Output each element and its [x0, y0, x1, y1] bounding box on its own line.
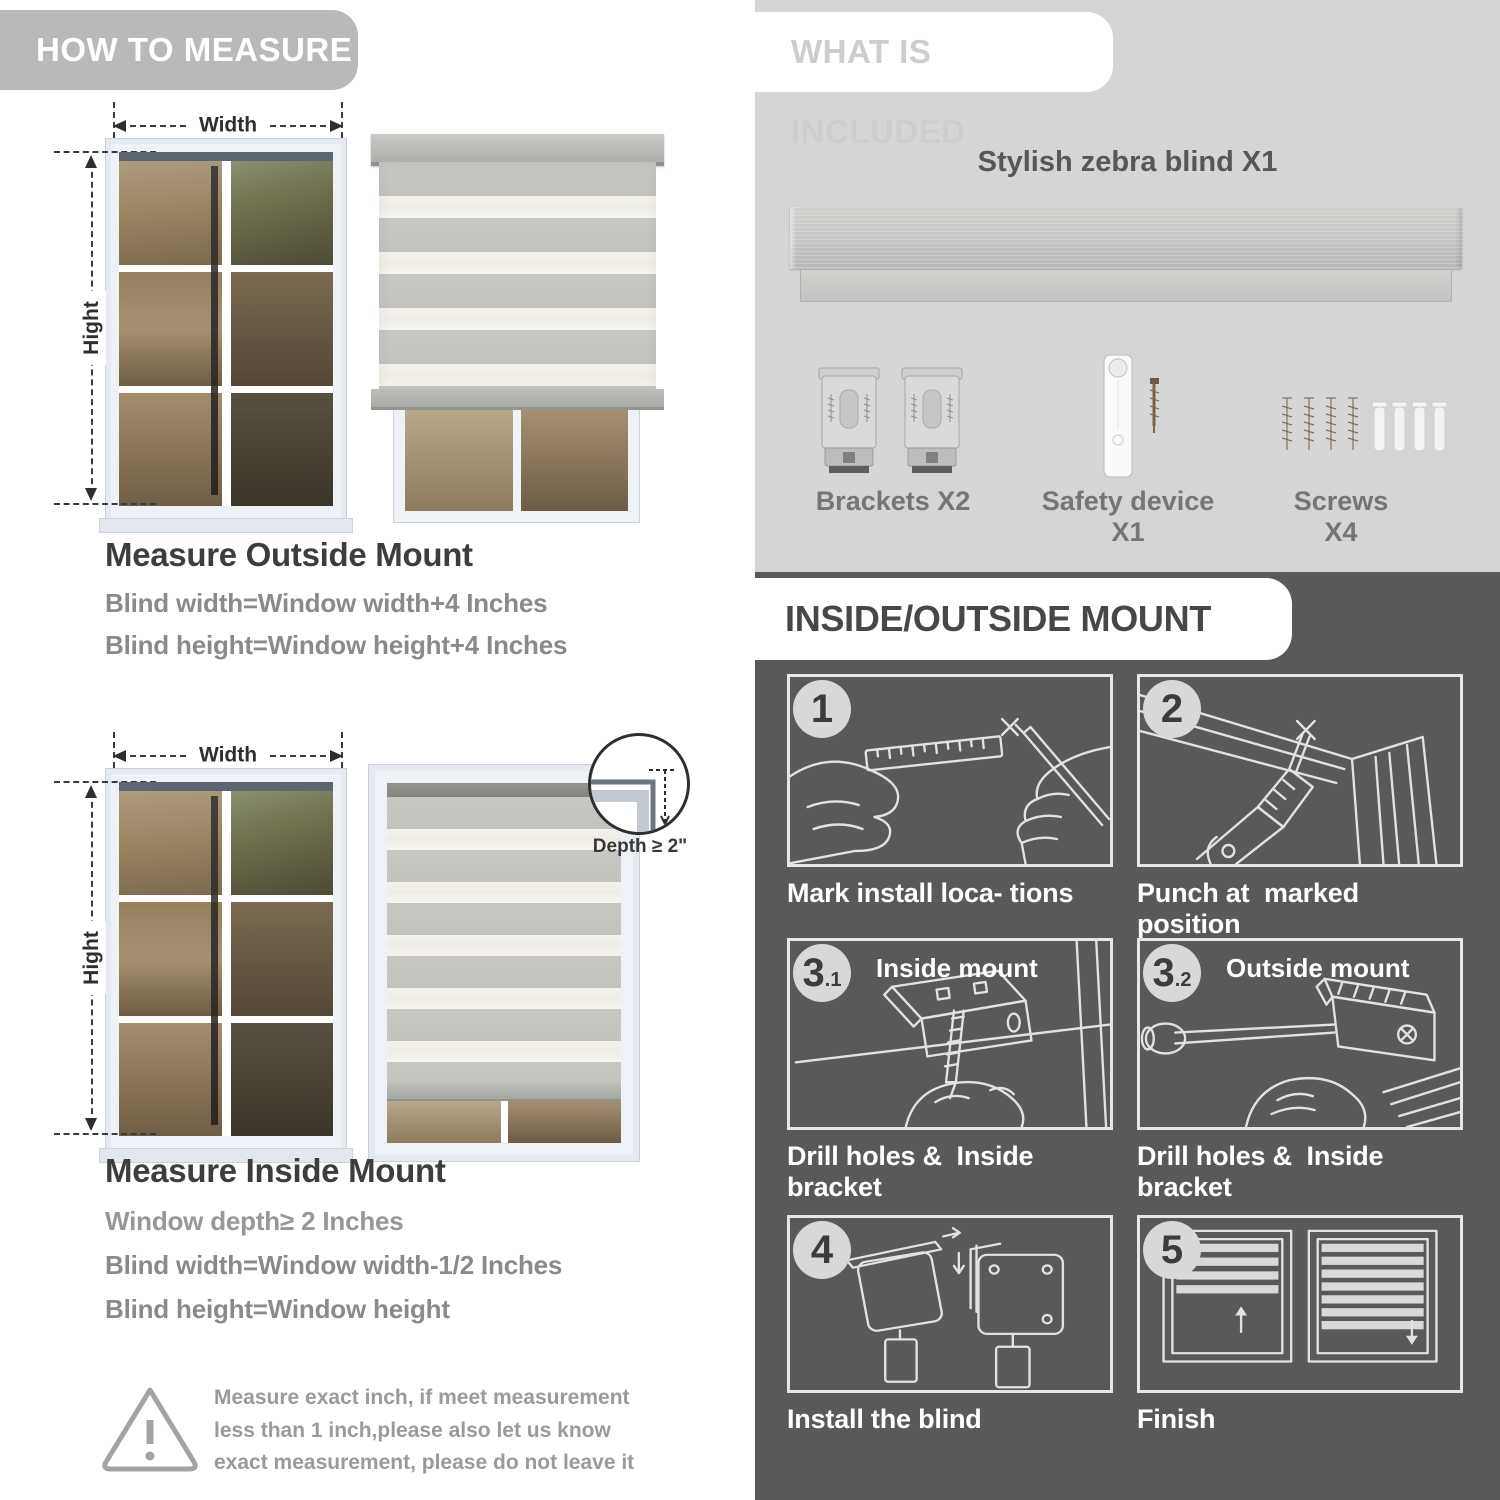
step-caption: Finish [1137, 1404, 1216, 1434]
step-number: 3 [802, 951, 825, 995]
depth-label: Depth ≥ 2" [592, 836, 688, 857]
window-pane [521, 410, 629, 511]
step-title: Inside mount [876, 953, 1038, 983]
step-caption: Install the blind [787, 1404, 982, 1434]
window-sill [99, 518, 353, 533]
blind-cassette [387, 783, 621, 797]
step-illustration-frame [787, 674, 1113, 867]
step-caption: Mark install loca- tions [787, 878, 1074, 908]
blind-bottom-rail [371, 389, 664, 410]
step-number-badge [1143, 680, 1201, 738]
window-top-shade [119, 782, 333, 791]
window-pane [508, 1101, 622, 1143]
brackets-image [816, 364, 968, 482]
warning-text: Measure exact inch, if meet measurement less than 1 inch,please also let us know exact measurement, please do not leave it [214, 1386, 635, 1475]
step-caption: Drill holes & Inside bracket [1137, 1141, 1391, 1202]
arrowhead-right-icon [330, 120, 343, 132]
component-label-screws: Screws X4 [1293, 486, 1389, 547]
window-pane [231, 152, 334, 265]
step-card-2 [1137, 674, 1463, 940]
window-illustration-inside [105, 768, 347, 1155]
window-pane [405, 410, 513, 511]
outside-rule-width: Blind width=Window width+4 Inches [105, 588, 548, 618]
component-label-brackets: Brackets X2 [815, 486, 971, 516]
window-pane [231, 393, 334, 506]
window-glass [387, 1101, 621, 1143]
window-pane [119, 393, 222, 506]
step-number: 2 [1160, 687, 1184, 731]
step-illustration-frame [1137, 674, 1463, 867]
safety-device-image [1088, 352, 1184, 482]
blind-bottom-rail [387, 1083, 621, 1101]
brushed-texture [790, 207, 1462, 269]
measure-outside-heading: Measure Outside Mount [105, 536, 473, 573]
inside-rule-depth: Window depth≥ 2 Inches [105, 1206, 404, 1236]
step-card-1 [787, 674, 1113, 909]
height-arrow [72, 780, 112, 1136]
component-label-safety-device: Safety device X1 [1041, 486, 1215, 547]
height-label: Hight [78, 921, 106, 995]
arrowhead-right-icon [330, 750, 343, 762]
window-right-sash [231, 782, 334, 1136]
drainpipe-reflection [211, 796, 218, 1125]
drainpipe-reflection [211, 166, 218, 495]
step-card-3-2 [1137, 938, 1463, 1203]
arrowhead-left-icon [113, 120, 126, 132]
step-subnumber: .2 [1174, 969, 1192, 991]
outside-rule-height: Blind height=Window height+4 Inches [105, 630, 568, 660]
step-number-badge [793, 944, 851, 1002]
how-to-measure-banner: HOW TO MEASURE [0, 10, 358, 90]
step-number-badge [793, 1221, 851, 1279]
window-pane [119, 782, 222, 895]
step-illustration-frame [1137, 938, 1463, 1130]
step-caption: Drill holes & Inside bracket [787, 1141, 1041, 1202]
arrowhead-left-icon [113, 750, 126, 762]
measure-inside-heading: Measure Inside Mount [105, 1152, 446, 1189]
height-arrow [72, 150, 112, 506]
window-pane [387, 1101, 501, 1143]
window-top-shade [119, 152, 333, 161]
height-label: Hight [78, 291, 106, 365]
window-glass [119, 152, 333, 506]
step-number: 1 [810, 687, 834, 731]
window-glass [119, 782, 333, 1136]
width-label: Width [189, 113, 267, 137]
window-right-sash [231, 152, 334, 506]
window-pane [231, 272, 334, 385]
step-illustration-frame [1137, 1215, 1463, 1393]
width-label: Width [189, 743, 267, 767]
inside-rule-height: Blind height=Window height [105, 1294, 450, 1324]
window-pane [119, 272, 222, 385]
depth-callout-circle [588, 733, 690, 835]
zebra-blind-inside-mount [368, 764, 640, 1162]
arrowhead-up-icon [85, 155, 97, 168]
step-card-5 [1137, 1215, 1463, 1435]
step-number: 4 [810, 1228, 834, 1272]
arrowhead-down-icon [85, 488, 97, 501]
arrowhead-down-icon [85, 1118, 97, 1131]
window-pane [119, 152, 222, 265]
warning-triangle-icon [98, 1382, 202, 1474]
zebra-blind-bar-image [790, 207, 1462, 269]
step-number: 3 [1152, 951, 1175, 995]
inside-outside-mount-banner: INSIDE/OUTSIDE MOUNT [755, 578, 1292, 660]
window-behind-blind [393, 398, 640, 523]
window-pane [231, 1023, 334, 1136]
step-number: 5 [1160, 1228, 1184, 1272]
window-pane [119, 902, 222, 1015]
step-number-badge [793, 680, 851, 738]
screws-anchors-image [1272, 392, 1448, 466]
step-caption: Punch at marked position [1137, 878, 1367, 939]
window-left-sash [119, 152, 222, 506]
frame-corner-detail [591, 736, 687, 832]
arrowhead-up-icon [85, 785, 97, 798]
window-pane [231, 902, 334, 1015]
step-illustration-frame [787, 938, 1113, 1130]
step-card-3-1 [787, 938, 1113, 1203]
step-number-badge [1143, 944, 1201, 1002]
blind-product-title: Stylish zebra blind X1 [977, 146, 1278, 178]
step-card-4 [787, 1215, 1113, 1435]
step-number-badge [1143, 1221, 1201, 1279]
what-is-included-banner: WHAT IS INCLUDED [755, 12, 1113, 92]
window-illustration-outside [105, 138, 347, 525]
inside-rule-width: Blind width=Window width-1/2 Inches [105, 1250, 563, 1280]
window-pane [119, 1023, 222, 1136]
step-illustration-frame [787, 1215, 1113, 1393]
step-title: Outside mount [1226, 953, 1410, 983]
zebra-blind-outside [379, 162, 656, 389]
window-left-sash [119, 782, 222, 1136]
step-subnumber: .1 [824, 969, 842, 991]
window-pane [231, 782, 334, 895]
zebra-blind-bar-rail [800, 269, 1452, 302]
